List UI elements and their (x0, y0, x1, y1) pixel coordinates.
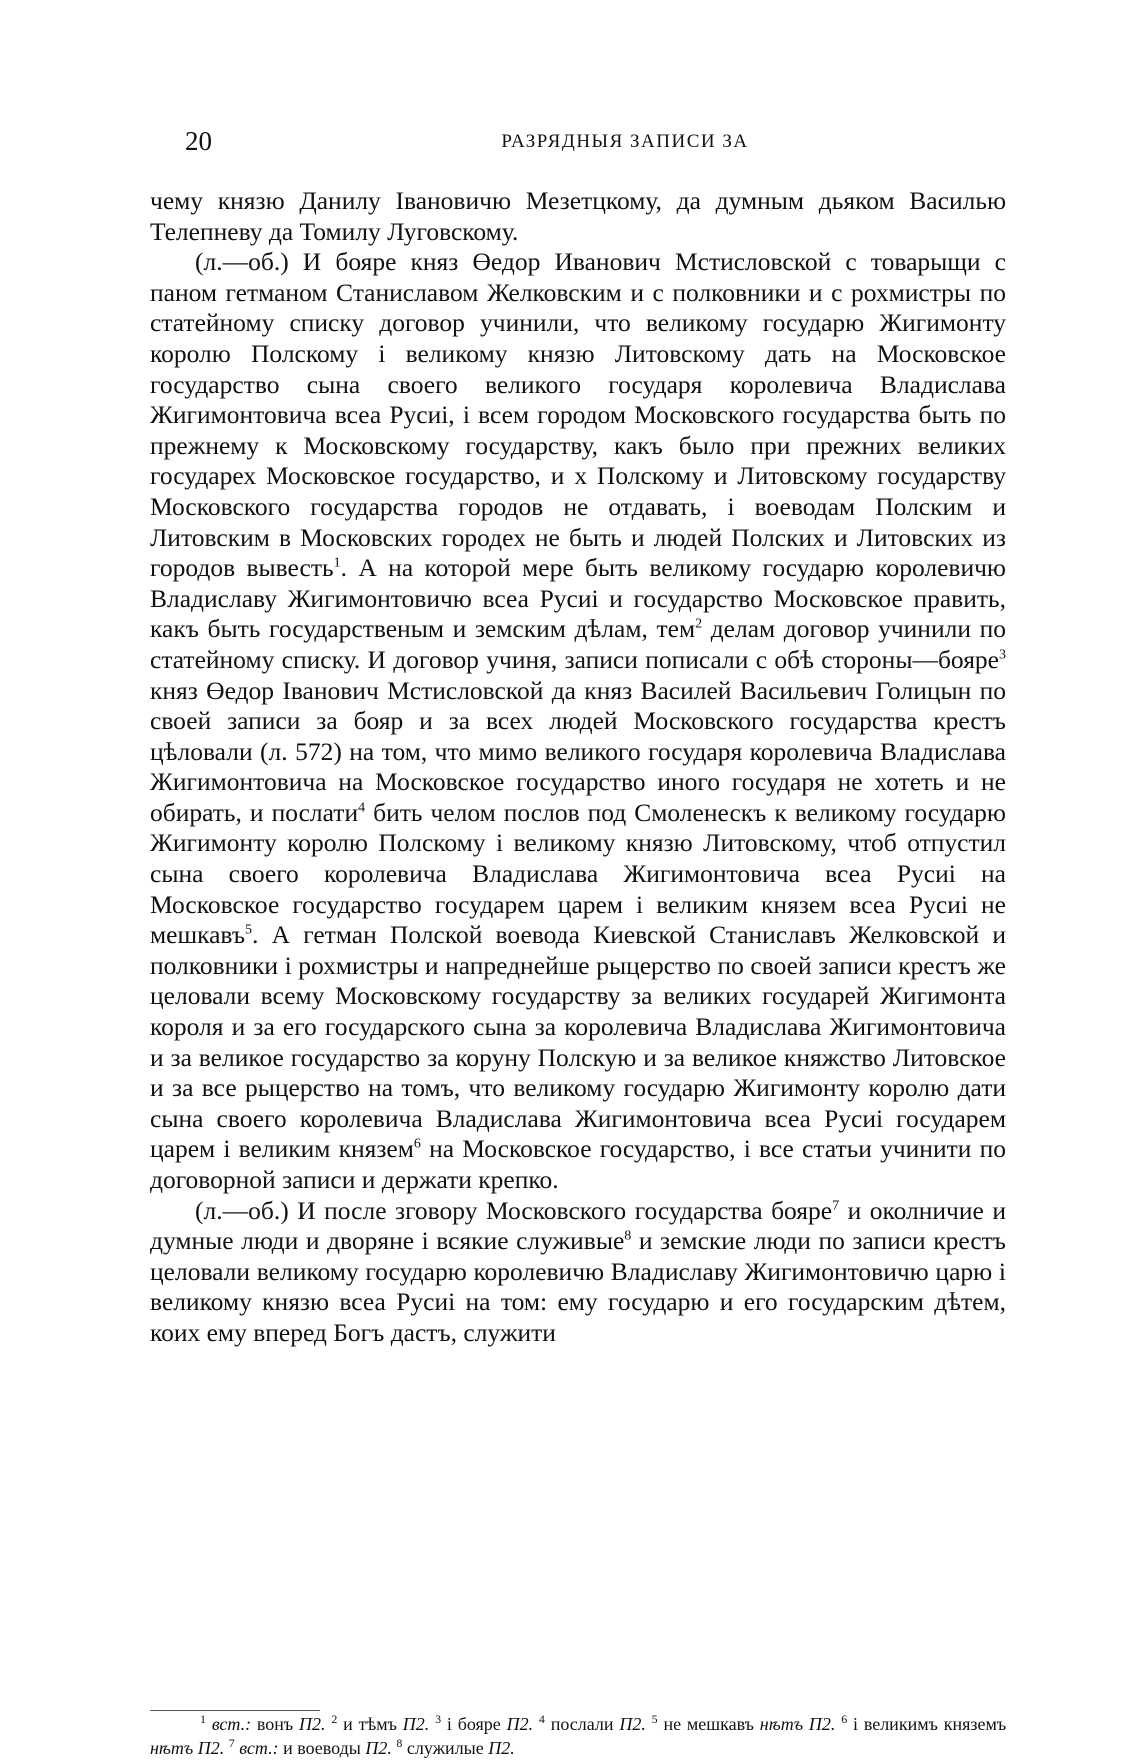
footnote (396, 1738, 514, 1758)
text-run: княз Өедор Іванович Мстисловской да княз Василей Васильевич Голицын по своей записи за бояр и за всех людей Московского государства крестъ цѣловали (л. 572) на том, что мимо великого государя королевича Владислава Жигимонтовича на Московское государство иного государя не хотеть и не обирать, и послати (150, 675, 1006, 827)
footnote-text: и тѣмъ (343, 1714, 397, 1734)
footnote-source: П2. (299, 1714, 326, 1734)
footnote-mark: 4 (538, 1712, 545, 1726)
text-run: бить челом послов под Смоленескъ к великому государю Жигимонту королю Полскому і великому князю Литовскому, чтоб отпустил сына своего королевича Владислава Жигимонтовича всеа Русиі на Московское государство государем царем і великим князем всеа Русиі не мешкавъ (150, 797, 1006, 950)
paragraph (150, 1196, 1006, 1349)
paragraph (150, 186, 1006, 247)
footnote-mark: 3 (435, 1712, 442, 1726)
footnote-text: не мешкавъ (663, 1714, 754, 1734)
footnote (331, 1714, 429, 1734)
text-run: чему князю Данилу Івановичю Мезетцкому, да думным дьяком Василью Телепневу да Томилу Луговскому. (150, 186, 1006, 246)
footnotes (150, 1712, 1006, 1760)
text-run: . А на которой мере быть великому государю королевичю Владиславу Жигимонтовичю всеа Русиі и государство Московское править, какъ быть государственым и земским дѣлам, тем (150, 553, 1006, 644)
text-run: и околничие и думные люди и дворяне і всякие служивые (150, 1195, 1007, 1256)
footnote-source: П2. (402, 1714, 430, 1734)
footnote-source: П2. (808, 1714, 836, 1734)
footnote-mark: 2 (331, 1712, 338, 1726)
footnote-source: П2. (506, 1714, 534, 1734)
footnote-ref: 8 (624, 1228, 632, 1244)
running-title: РАЗРЯДНЫЯ ЗАПИСИ ЗА (501, 131, 749, 152)
text-run: и земские люди по записи крестъ целовали великому государю королевичю Владиславу Жигимонтовичю царю і великому князю всеа Русиі на том: ему государю и его государским дѣтем, коих ему вперед Богъ дастъ, служити (150, 1226, 1006, 1347)
footnote-label: вст.: (239, 1738, 279, 1758)
footnote (539, 1714, 646, 1734)
text-run: на Московское государство, і все статьи учинити по договорной записи и держати крепко. (150, 1134, 1006, 1194)
footnote-source: П2. (488, 1738, 515, 1758)
text-run: делам договор учинили по статейному списку. И договор учиня, записи пописали с обѣ стороны—бояре (150, 614, 1006, 674)
footnote-mark: 6 (841, 1712, 848, 1726)
footnote-source: П2. (365, 1738, 392, 1758)
footnote-text: вонъ (256, 1714, 294, 1734)
footnote-text: служилые (406, 1738, 484, 1758)
page-number: 20 (185, 126, 212, 156)
footnote-ref: 7 (832, 1198, 840, 1214)
footnote (652, 1714, 836, 1734)
text-run: (л.—об.) И бояре княз Өедор Иванович Мстисловской с товарыщи с паном гетманом Станиславом Желковским и с полковники и с рохмистры по статейному списку договор учинили, что великому государю Жигимонту королю Полскому і великому князю Литовскому дать на Московское государство сына своего великого государя королевича Владислава Жигимонтовича всеа Русиі, і всем городом Московского государства быть по прежнему к Московскому государству, какъ было при прежних великих государех Московское государство, и х Полскому и Литовскому государству Московского государства городов не отдавать, і воеводам Полским и Литовским в Московских городех не быть и людей Полских и Литовских из городов вывесть (150, 247, 1006, 583)
footnote-divider (150, 1710, 320, 1711)
footnote-text: і великимъ княземъ (853, 1714, 1007, 1734)
footnote-ref: 2 (695, 616, 703, 632)
footnote (229, 1738, 392, 1758)
main-text (150, 186, 1006, 1349)
footnote-source: П2. (619, 1714, 646, 1734)
footnote-ref: 5 (245, 922, 253, 938)
footnote-label: нѣтъ (759, 1714, 804, 1734)
footnote-mark: 7 (228, 1736, 235, 1750)
footnote-text: послали (550, 1714, 614, 1734)
footnote (200, 1714, 326, 1734)
footnote-text: і бояре (446, 1714, 501, 1734)
footnote-ref: 3 (999, 647, 1006, 663)
footnote-ref: 1 (333, 555, 341, 571)
paragraph (150, 247, 1006, 1195)
footnote-mark: 8 (396, 1736, 403, 1750)
footnote-label: вст.: (211, 1714, 252, 1734)
text-run: (л.—об.) И после зговору Московского государства бояре (195, 1195, 833, 1225)
footnote-mark: 1 (200, 1712, 206, 1726)
text-run: . А гетман Полской воевода Киевской Станиславъ Желковской и полковники і рохмистры и напреднейше рыцерство по своей записи крестъ же целовали всему Московскому государству за великих государей Жигимонта короля и за его государского сына за королевича Владислава Жигимонтовича и за великое государство за коруну Полскую и за великое княжство Литовское и за все рыцерство на томъ, что великому государю Жигимонту королю дати сына своего королевича Владислава Жигимонтовича всеа Русиі государем царем і великим князем (150, 920, 1006, 1164)
footnote-ref: 6 (413, 1136, 421, 1152)
footnote-label: нѣтъ (150, 1738, 194, 1758)
footnote (435, 1714, 533, 1734)
footnote-mark: 5 (651, 1712, 658, 1726)
page-header (185, 126, 1005, 166)
footnote-source: П2. (197, 1738, 225, 1758)
footnote-ref: 4 (358, 800, 366, 816)
footnote-text: и воеводы (283, 1738, 361, 1758)
